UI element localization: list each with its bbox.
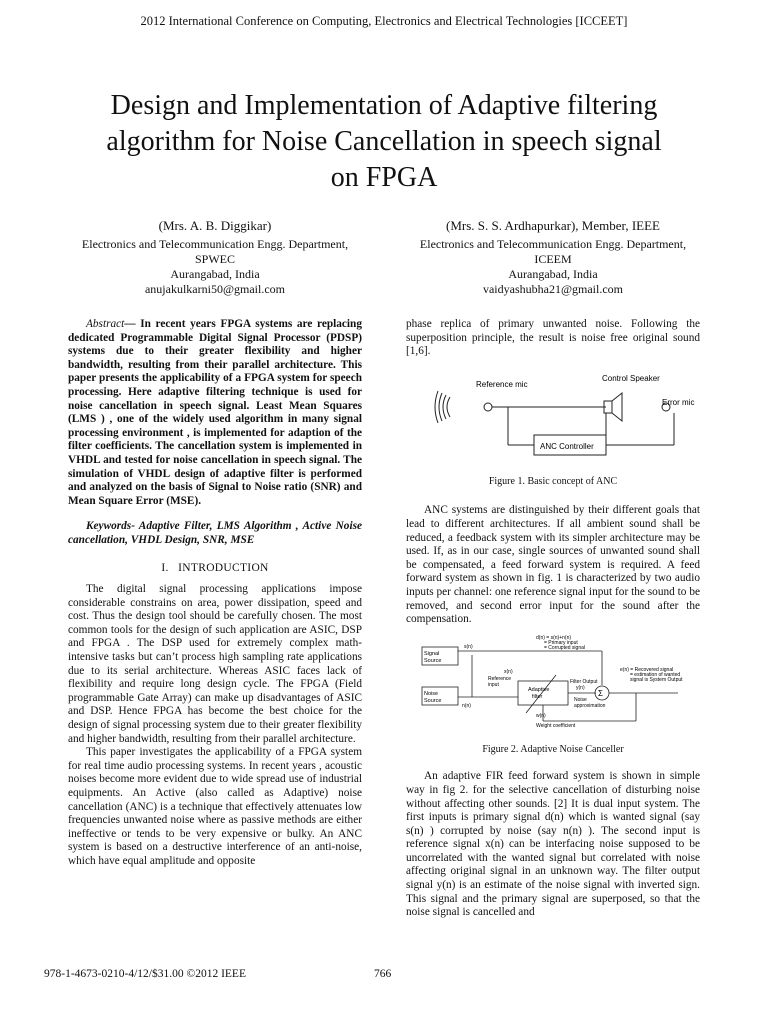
nn-label: n(n) — [462, 702, 471, 709]
speaker-label: Control Speaker — [602, 373, 660, 383]
en-label: e(n) = Recovered signal — [620, 666, 674, 673]
abstract-text: — In recent years FPGA systems are replacing dedicated Programmable Digital Signal Processor (PDSP) systems due to their greater flexibility and higher bandwidth, resulting from their parallel architecture. This paper presents the applicability of a FPGA system for speech processing. Here adaptive filtering technique is used for noise cancellation in speech signal. Least Mean Squares (LMS ) , one of the widely used algorithm in many signal processing environment , is implemented for adaption of the filter coefficients. The cancellation system is implemented in VHDL and tested for noise cancellation in speech signal. The simulation of VHDL design of adaptive filter is performed and analyzed on the basis of Signal to Noise ratio (SNR) and Mean Square Error (MSE). — [68, 318, 362, 507]
author-email: anujakulkarni50@gmail.com — [144, 282, 285, 296]
keywords: Keywords- Adaptive Filter, LMS Algorithm , Active Noise cancellation, VHDL Design, SNR, MSE — [68, 520, 362, 546]
adaptive-filter-box — [518, 681, 568, 705]
author-dept: Electronics and Telecommunication Engg. Department, — [81, 237, 349, 251]
en-label: = estimation of wanted — [630, 671, 681, 678]
figure-1-anc-diagram — [406, 373, 700, 469]
wn-label: w(n) — [536, 712, 546, 719]
author-email: vaidyashubha21@gmail.com — [482, 282, 624, 296]
right-paragraph-3: An adaptive FIR feed forward system is shown in simple way in fig 2. for the selective cancellation of disturbing noise without affecting other sounds. [2] It is dual input system. The first inputs is primary signal d(n) which is wanted signal (say s(n) ) corrupted by noise (say n(n) ). The second input is reference signal x(n) can be interfacing noise supposed to be uncorrelated with the wanted signal but correlated with noise affecting original signal in an unknown way. The filter output signal y(n) is an estimate of the noise signal with inverted sign. This signal and the primary signal are superposed, so that the noise signal is cancelled and — [406, 770, 700, 919]
figure-2-adaptive-noise-canceller — [406, 635, 700, 733]
intro-paragraph-1: The digital signal processing applications impose considerable constrains on area, power dissipation, speed and cost. Thus the design tool should be carefully chosen. The most common tools for the design of such application are ASIC, DSP and FPGA . The DSP used for extremely complex math-intensive tasks but can’t process high sampling rate applications due to its serial architecture. Whereas ASIC faces lack of flexibility and require long design cycle. The FPGA (Field programmable Gate Array) can make up disadvantages of ASIC and DSP. Hence FPGA has become the best choice for the design of signal processing system due to their greater flexibility and higher bandwidth, resulting from their parallel architecture. — [68, 583, 362, 745]
author-inst: SPWEC — [194, 252, 235, 266]
filter-output-label: y(n) — [576, 684, 585, 691]
author-name: (Mrs. S. S. Ardhapurkar), Member, IEEE — [446, 218, 660, 233]
ref-mic-label: Reference mic — [476, 379, 528, 389]
sn-label: s(n) — [464, 643, 473, 650]
abstract-label: Abstract — [86, 318, 125, 330]
controller-label: ANC Controller — [540, 441, 594, 451]
signal-source-label: Source — [424, 657, 442, 664]
page-number: 766 — [374, 968, 392, 980]
title-line-1: Design and Implementation of Adaptive filtering — [110, 90, 658, 121]
adaptive-filter-label: filter — [532, 693, 543, 700]
author-inst: ICEEM — [534, 252, 572, 266]
reference-mic-icon — [484, 403, 492, 411]
right-paragraph-1: phase replica of primary unwanted noise. Following the superposition principle, the result is noise free original sound [1,6]. — [406, 318, 700, 358]
error-mic-label: Error mic — [662, 397, 695, 407]
weight-coefficient-label: Weight coefficient — [536, 722, 576, 729]
title-line-3: on FPGA — [330, 162, 438, 193]
left-column — [68, 318, 362, 869]
right-column — [406, 318, 700, 920]
dn-label: d(n) = s(n)+n(n) — [536, 634, 572, 641]
intro-paragraph-2: This paper investigates the applicability of a FPGA system for real time audio processing systems. In recent years , acoustic noises become more evident due to wide spread use of industrial equipments. An Active (also called as Adaptive) noise cancellation (ANC) is a technique that effectively attenuates low frequencies unwanted noise where as passive methods are either ineffective or tends to be very expensive or bulky. An ANC system is based on a destructive interference of an anti-noise, which have equal amplitude and opposite — [68, 746, 362, 867]
author-name: (Mrs. A. B. Diggikar) — [158, 218, 272, 233]
section-title: INTRODUCTION — [178, 561, 269, 574]
noise-approx-label: approximation — [574, 702, 606, 709]
noise-source-label: Noise — [424, 690, 439, 697]
title-line-2: algorithm for Noise Cancellation in speech signal — [106, 126, 662, 157]
sigma-label: Σ — [598, 688, 603, 698]
author-block-2 — [388, 218, 718, 297]
corrupted-signal-label: = Corrupted signal — [544, 644, 585, 651]
reference-input-label: Reference — [488, 675, 512, 682]
running-header: 2012 International Conference on Computing, Electronics and Electrical Technologies [ICCEET] — [140, 14, 628, 28]
figure-1-caption: Figure 1. Basic concept of ANC — [488, 475, 618, 487]
author-block-1 — [50, 218, 380, 297]
author-dept: Electronics and Telecommunication Engg. Department, — [419, 237, 687, 251]
xn-label: x(n) — [504, 668, 513, 675]
paper-title — [40, 88, 728, 196]
signal-source-label: Signal — [424, 650, 440, 657]
abstract — [68, 318, 362, 508]
en-label: signal is System Output — [630, 676, 683, 683]
figure-2-caption: Figure 2. Adaptive Noise Canceller — [482, 743, 624, 755]
noise-source-label: Source — [424, 697, 442, 704]
sound-wave — [435, 391, 438, 423]
noise-approx-label: Noise — [574, 696, 587, 703]
reference-input-label: input — [488, 681, 499, 688]
author-city: Aurangabad, India — [170, 267, 260, 281]
footer-copyright: 978-1-4673-0210-4/12/$31.00 ©2012 IEEE — [44, 968, 246, 980]
primary-input-label: = Primary input — [544, 639, 578, 646]
adaptive-filter-label: Adaptive — [528, 686, 550, 693]
filter-output-label: Filter Output — [570, 678, 598, 685]
section-number: I. — [161, 561, 169, 574]
right-paragraph-2: ANC systems are distinguished by their different goals that lead to different architectures. If all ambient sound shall be reduced, a feedback system with its simpler architecture may be used. If, as in our case, single sources of unwanted sound shall be compensated, a feed forward system is required. A feed forward system as shown in fig. 1 is characterized by two audio inputs per channel: one reference signal input for the sound to be removed, and second error input for the sound after the compensation. — [406, 504, 700, 626]
author-city: Aurangabad, India — [508, 267, 598, 281]
section-heading — [68, 562, 362, 576]
